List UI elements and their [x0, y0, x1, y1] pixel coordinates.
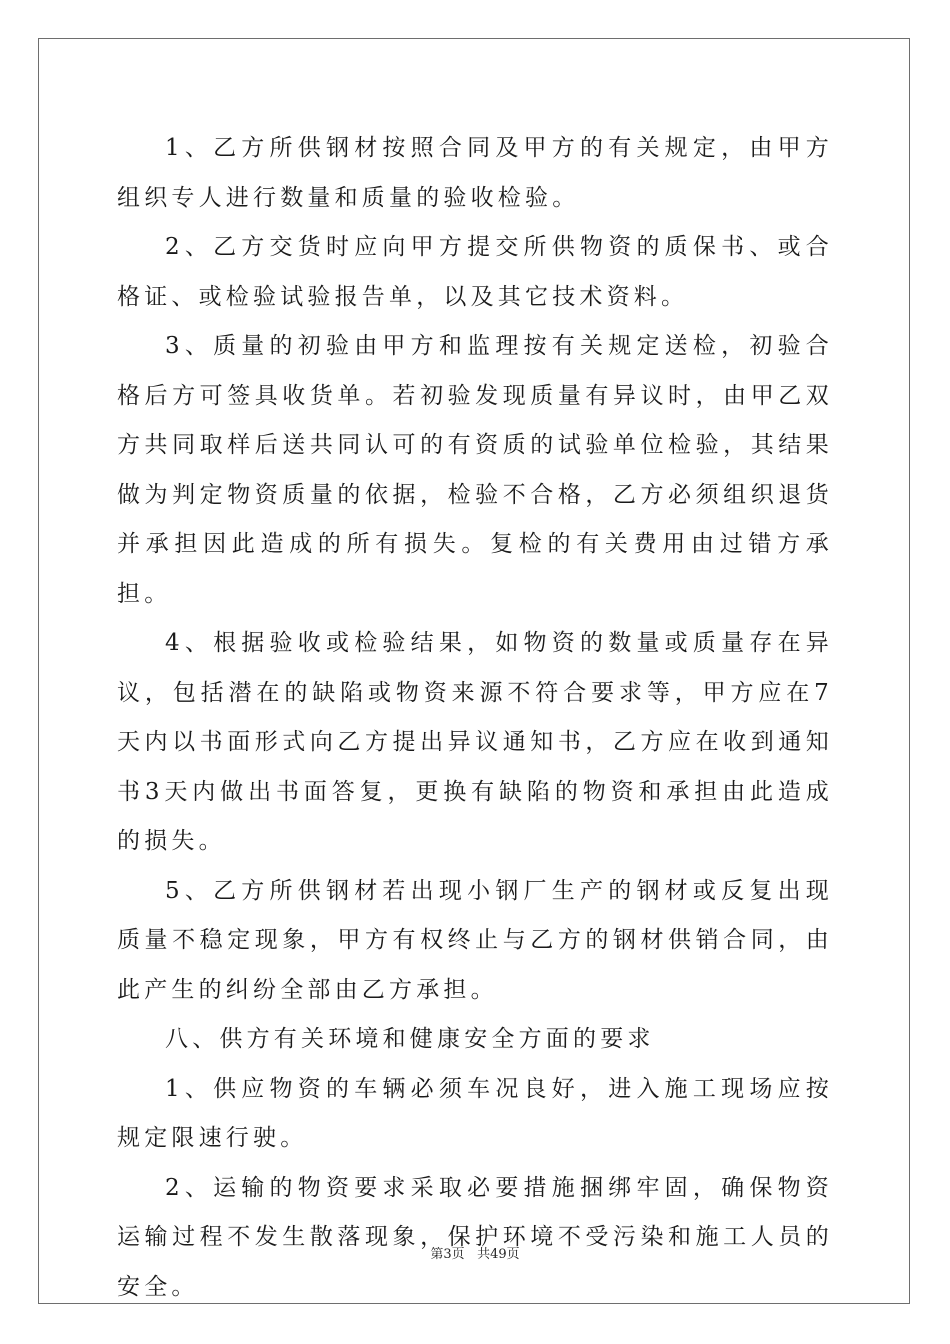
page-total: 共49页 — [477, 1247, 520, 1262]
page-footer — [0, 1243, 950, 1262]
paragraph: 2、运输的物资要求采取必要措施捆绑牢固，确保物资运输过程不发生散落现象，保护环境不受污染和施工人员的安全。 — [117, 1174, 833, 1300]
paragraph: 2、乙方交货时应向甲方提交所供物资的质保书、或合格证、或检验试验报告单，以及其它技术资料。 — [117, 234, 833, 310]
document-body — [117, 124, 833, 1312]
paragraph: 1、乙方所供钢材按照合同及甲方的有关规定，由甲方组织专人进行数量和质量的验收检验。 — [117, 135, 833, 211]
paragraph: 3、质量的初验由甲方和监理按有关规定送检，初验合格后方可签具收货单。若初验发现质量有异议时，由甲乙双方共同取样后送共同认可的有资质的试验单位检验，其结果做为判定物资质量的依据，检验不合格，乙方必须组织退货并承担因此造成的所有损失。复检的有关费用由过错方承担。 — [117, 333, 833, 607]
section-heading: 八、供方有关环境和健康安全方面的要求 — [165, 1026, 655, 1052]
paragraph: 5、乙方所供钢材若出现小钢厂生产的钢材或反复出现质量不稳定现象，甲方有权终止与乙方的钢材供销合同，由此产生的纠纷全部由乙方承担。 — [117, 877, 833, 1003]
paragraph: 1、供应物资的车辆必须车况良好，进入施工现场应按规定限速行驶。 — [117, 1075, 833, 1151]
paragraph: 4、根据验收或检验结果，如物资的数量或质量存在异议，包括潜在的缺陷或物资来源不符合要求等，甲方应在7天内以书面形式向乙方提出异议通知书，乙方应在收到通知书3天内做出书面答复，更换有缺陷的物资和承担由此造成的损失。 — [117, 630, 833, 854]
page-number: 第3页 — [430, 1247, 465, 1262]
